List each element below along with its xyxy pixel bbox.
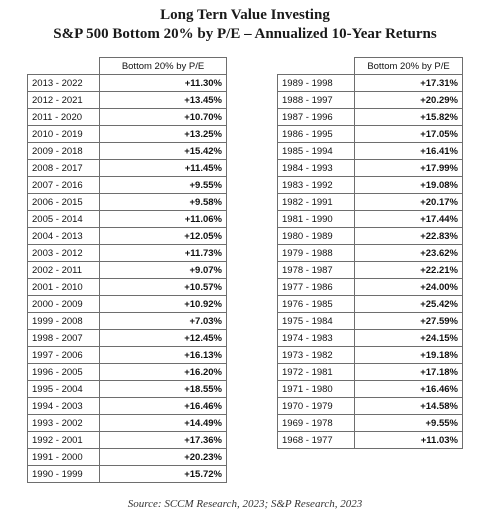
table-row xyxy=(28,466,227,483)
period-cell: 2002 - 2011 xyxy=(28,262,100,279)
table-row xyxy=(28,245,227,262)
period-cell: 1981 - 1990 xyxy=(278,211,355,228)
period-cell: 1991 - 2000 xyxy=(28,449,100,466)
period-cell: 1996 - 2005 xyxy=(28,364,100,381)
period-cell: 2011 - 2020 xyxy=(28,109,100,126)
period-cell: 1992 - 2001 xyxy=(28,432,100,449)
return-value-cell: +24.15% xyxy=(355,330,463,347)
return-value-cell: +24.00% xyxy=(355,279,463,296)
return-value-cell: +16.13% xyxy=(100,347,227,364)
return-value-cell: +22.83% xyxy=(355,228,463,245)
return-value-cell: +17.31% xyxy=(355,75,463,92)
table-row xyxy=(278,432,463,449)
table-row xyxy=(28,398,227,415)
table-row xyxy=(28,109,227,126)
period-cell: 2001 - 2010 xyxy=(28,279,100,296)
period-cell: 2003 - 2012 xyxy=(28,245,100,262)
return-value-cell: +18.55% xyxy=(100,381,227,398)
table-row xyxy=(278,75,463,92)
period-cell: 1993 - 2002 xyxy=(28,415,100,432)
return-value-cell: +9.55% xyxy=(100,177,227,194)
return-value-cell: +20.29% xyxy=(355,92,463,109)
return-value-cell: +10.70% xyxy=(100,109,227,126)
table-row xyxy=(278,279,463,296)
table-row xyxy=(278,143,463,160)
period-cell: 1989 - 1998 xyxy=(278,75,355,92)
return-value-cell: +17.18% xyxy=(355,364,463,381)
table-row xyxy=(28,177,227,194)
table-row xyxy=(278,126,463,143)
table-row xyxy=(28,75,227,92)
period-cell: 2010 - 2019 xyxy=(28,126,100,143)
return-value-cell: +19.08% xyxy=(355,177,463,194)
return-value-cell: +16.20% xyxy=(100,364,227,381)
period-cell: 1970 - 1979 xyxy=(278,398,355,415)
table-row xyxy=(278,415,463,432)
period-cell: 1974 - 1983 xyxy=(278,330,355,347)
return-value-cell: +10.57% xyxy=(100,279,227,296)
return-value-cell: +9.07% xyxy=(100,262,227,279)
return-value-cell: +27.59% xyxy=(355,313,463,330)
period-cell: 1979 - 1988 xyxy=(278,245,355,262)
return-value-cell: +15.82% xyxy=(355,109,463,126)
return-value-cell: +9.55% xyxy=(355,415,463,432)
period-cell: 1976 - 1985 xyxy=(278,296,355,313)
table-row xyxy=(278,211,463,228)
return-value-cell: +7.03% xyxy=(100,313,227,330)
table-row xyxy=(278,228,463,245)
table-header-row xyxy=(278,58,463,75)
period-cell: 2013 - 2022 xyxy=(28,75,100,92)
table-row xyxy=(28,381,227,398)
table-row xyxy=(278,330,463,347)
document-subtitle: S&P 500 Bottom 20% by P/E – Annualized 10-Year Returns xyxy=(53,26,437,42)
return-value-cell: +25.42% xyxy=(355,296,463,313)
period-cell: 1998 - 2007 xyxy=(28,330,100,347)
return-value-cell: +15.42% xyxy=(100,143,227,160)
table-row xyxy=(28,194,227,211)
return-value-cell: +11.45% xyxy=(100,160,227,177)
period-cell: 2008 - 2017 xyxy=(28,160,100,177)
period-cell: 2005 - 2014 xyxy=(28,211,100,228)
return-value-cell: +14.49% xyxy=(100,415,227,432)
table-row xyxy=(278,194,463,211)
period-cell: 2004 - 2013 xyxy=(28,228,100,245)
table-row xyxy=(28,228,227,245)
return-value-cell: +22.21% xyxy=(355,262,463,279)
return-value-cell: +10.92% xyxy=(100,296,227,313)
returns-table-right xyxy=(277,57,463,449)
column-header: Bottom 20% by P/E xyxy=(100,58,227,75)
table-row xyxy=(278,313,463,330)
period-cell: 2000 - 2009 xyxy=(28,296,100,313)
period-cell: 1972 - 1981 xyxy=(278,364,355,381)
header-blank-cell xyxy=(28,58,100,75)
returns-table-right-body xyxy=(278,75,463,449)
table-row xyxy=(28,449,227,466)
table-row xyxy=(278,347,463,364)
table-row xyxy=(278,364,463,381)
period-cell: 1987 - 1996 xyxy=(278,109,355,126)
table-row xyxy=(28,313,227,330)
period-cell: 2012 - 2021 xyxy=(28,92,100,109)
period-cell: 1975 - 1984 xyxy=(278,313,355,330)
return-value-cell: +12.45% xyxy=(100,330,227,347)
column-header: Bottom 20% by P/E xyxy=(355,58,463,75)
period-cell: 1968 - 1977 xyxy=(278,432,355,449)
table-row xyxy=(28,160,227,177)
period-cell: 1969 - 1978 xyxy=(278,415,355,432)
period-cell: 1984 - 1993 xyxy=(278,160,355,177)
table-row xyxy=(278,296,463,313)
return-value-cell: +16.41% xyxy=(355,143,463,160)
table-row xyxy=(278,262,463,279)
return-value-cell: +11.06% xyxy=(100,211,227,228)
table-row xyxy=(28,279,227,296)
period-cell: 1985 - 1994 xyxy=(278,143,355,160)
table-row xyxy=(278,160,463,177)
return-value-cell: +11.30% xyxy=(100,75,227,92)
table-row xyxy=(28,415,227,432)
table-row xyxy=(278,92,463,109)
return-value-cell: +13.45% xyxy=(100,92,227,109)
return-value-cell: +9.58% xyxy=(100,194,227,211)
returns-table-left-body xyxy=(28,75,227,483)
table-row xyxy=(278,381,463,398)
table-row xyxy=(28,211,227,228)
return-value-cell: +17.05% xyxy=(355,126,463,143)
table-header-row xyxy=(28,58,227,75)
table-row xyxy=(278,177,463,194)
return-value-cell: +13.25% xyxy=(100,126,227,143)
table-row xyxy=(28,364,227,381)
table-row xyxy=(28,92,227,109)
period-cell: 1983 - 1992 xyxy=(278,177,355,194)
table-row xyxy=(278,245,463,262)
source-note: Source: SCCM Research, 2023; S&P Research, 2023 xyxy=(127,498,363,510)
return-value-cell: +17.36% xyxy=(100,432,227,449)
table-row xyxy=(28,143,227,160)
period-cell: 1982 - 1991 xyxy=(278,194,355,211)
period-cell: 1971 - 1980 xyxy=(278,381,355,398)
return-value-cell: +20.23% xyxy=(100,449,227,466)
return-value-cell: +11.03% xyxy=(355,432,463,449)
document-title: Long Tern Value Investing xyxy=(160,7,330,23)
table-row xyxy=(278,398,463,415)
period-cell: 1999 - 2008 xyxy=(28,313,100,330)
return-value-cell: +15.72% xyxy=(100,466,227,483)
period-cell: 1977 - 1986 xyxy=(278,279,355,296)
period-cell: 2006 - 2015 xyxy=(28,194,100,211)
period-cell: 1973 - 1982 xyxy=(278,347,355,364)
period-cell: 1997 - 2006 xyxy=(28,347,100,364)
period-cell: 1978 - 1987 xyxy=(278,262,355,279)
period-cell: 1986 - 1995 xyxy=(278,126,355,143)
period-cell: 1980 - 1989 xyxy=(278,228,355,245)
period-cell: 1988 - 1997 xyxy=(278,92,355,109)
return-value-cell: +11.73% xyxy=(100,245,227,262)
table-row xyxy=(278,109,463,126)
return-value-cell: +23.62% xyxy=(355,245,463,262)
table-row xyxy=(28,330,227,347)
return-value-cell: +17.99% xyxy=(355,160,463,177)
period-cell: 1990 - 1999 xyxy=(28,466,100,483)
period-cell: 1995 - 2004 xyxy=(28,381,100,398)
return-value-cell: +16.46% xyxy=(100,398,227,415)
period-cell: 2007 - 2016 xyxy=(28,177,100,194)
returns-table-left xyxy=(27,57,227,483)
period-cell: 1994 - 2003 xyxy=(28,398,100,415)
table-row xyxy=(28,296,227,313)
table-row xyxy=(28,126,227,143)
header-blank-cell xyxy=(278,58,355,75)
return-value-cell: +17.44% xyxy=(355,211,463,228)
return-value-cell: +16.46% xyxy=(355,381,463,398)
return-value-cell: +14.58% xyxy=(355,398,463,415)
table-row xyxy=(28,262,227,279)
period-cell: 2009 - 2018 xyxy=(28,143,100,160)
return-value-cell: +20.17% xyxy=(355,194,463,211)
table-row xyxy=(28,347,227,364)
return-value-cell: +12.05% xyxy=(100,228,227,245)
table-row xyxy=(28,432,227,449)
return-value-cell: +19.18% xyxy=(355,347,463,364)
